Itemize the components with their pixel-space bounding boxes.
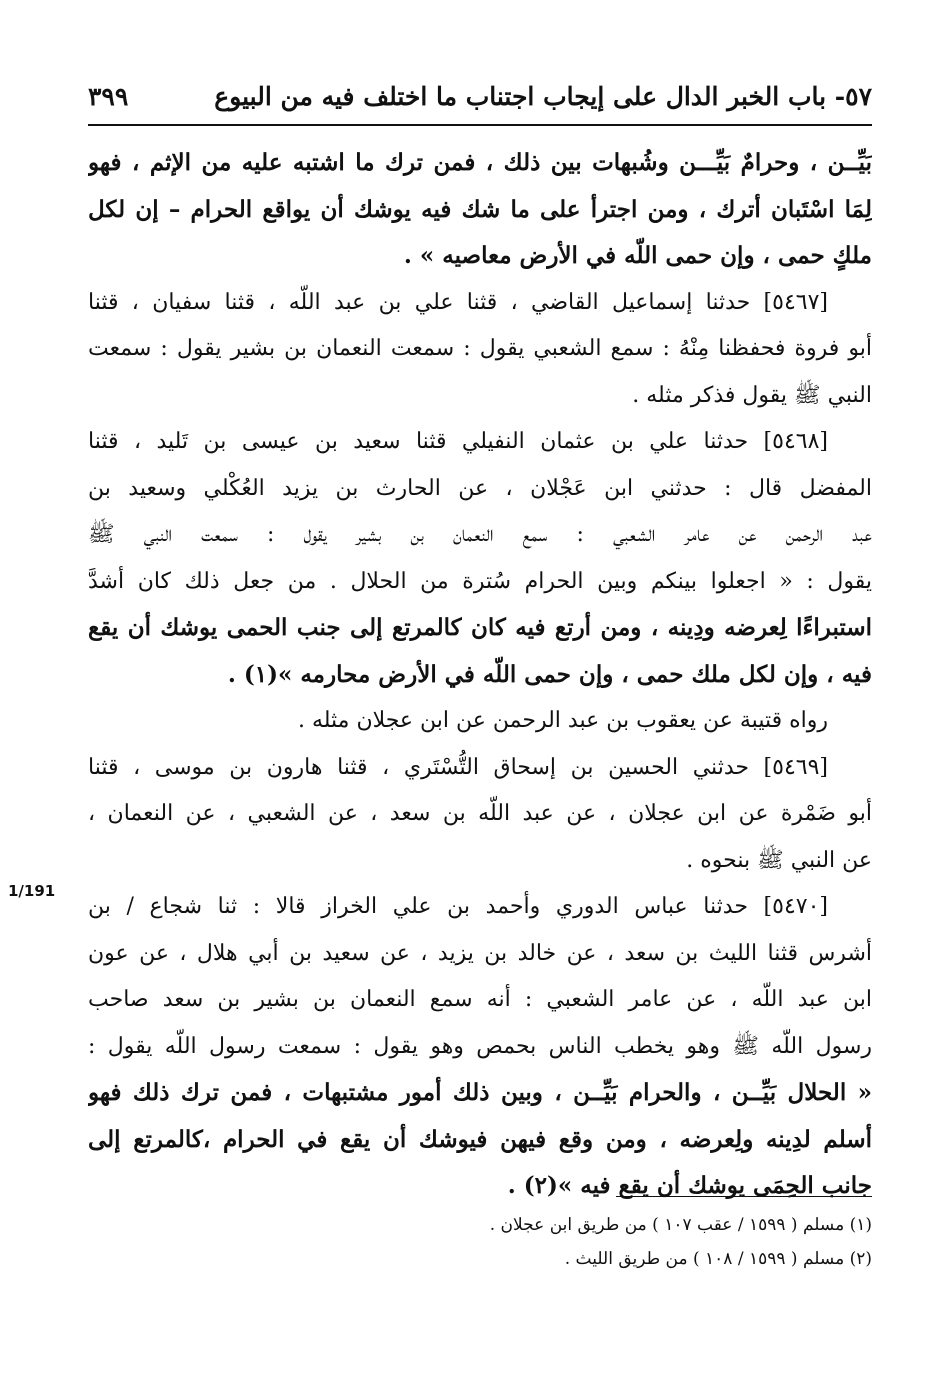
text-line: [٥٤٦٧] حدثنا إسماعيل القاضي ، قثنا علي بن عبد اللّه ، قثنا سفيان ، قثنا xyxy=(88,289,828,315)
text-line: النبي ﷺ يقول فذكر مثله . xyxy=(632,382,872,408)
text-line: رسول اللّه ﷺ وهو يخطب الناس بحمص وهو يقول : سمعت رسول اللّه يقول : xyxy=(88,1033,872,1059)
text-line: لِمَا اسْتَبان أترك ، ومن اجترأ على ما شك فيه يوشك أن يواقع الحرام – إن لكل xyxy=(88,195,872,223)
margin-note: 1/191 xyxy=(8,882,56,900)
text-line: « الحلال بَيِّــن ، والحرام بَيِّــن ، وبين ذلك أمور مشتبهات ، فمن ترك ذلك فهو xyxy=(88,1079,872,1106)
text-line: عبد الرحمن عن عامر الشعبي : سمع النعمان بن بشير يقول : سمعت النبي ﷺ xyxy=(88,522,872,547)
text-line: ملكٍ حمى ، وإن حمى اللّه في الأرض معاصيه » . xyxy=(403,242,872,269)
text-line: المفضل قال : حدثني ابن عَجْلان ، عن الحارث بن يزيد العُكْلي وسعيد بن xyxy=(88,475,872,501)
text-line: يقول : « اجعلوا بينكم وبين الحرام سُترة من الحلال . من جعل ذلك كان أشدَّ xyxy=(88,568,872,594)
text-line: عن النبي ﷺ بنحوه . xyxy=(686,847,872,873)
text-line: أشرس قثنا الليث بن سعد ، عن خالد بن يزيد ، عن سعيد بن أبي هلال ، عن عون xyxy=(88,940,872,966)
page-number: ٣٩٩ xyxy=(88,82,129,111)
text-line: أسلم لدِينه ولِعرضه ، ومن وقع فيهن فيوشك أن يقع في الحرام ،كالمرتع إلى xyxy=(88,1125,872,1153)
text-line: بَيِّــن ، وحرامٌ بَيِّـــن وشُبهات بين ذلك ، فمن ترك ما اشتبه عليه من الإثم ، فهو xyxy=(88,149,872,176)
text-line: رواه قتيبة عن يعقوب بن عبد الرحمن عن ابن عجلان مثله . xyxy=(297,708,828,733)
chapter-title: ٥٧- باب الخبر الدال على إيجاب اجتناب ما اختلف فيه من البيوع xyxy=(214,82,872,111)
main-text xyxy=(88,140,872,1210)
footnotes xyxy=(88,1208,872,1276)
text-line: أبو فروة فحفظنا مِنْهُ : سمع الشعبي يقول : سمعت النعمان بن بشير يقول : سمعت xyxy=(88,336,872,361)
page-header xyxy=(88,78,872,124)
header-rule xyxy=(88,124,872,126)
text-line: [٥٤٦٨] حدثنا علي بن عثمان النفيلي قثنا سعيد بن عيسى بن تَليد ، قثنا xyxy=(88,429,828,454)
text-line: فيه ، وإن لكل ملك حمى ، وإن حمى اللّه في الأرض محارمه »(١) . xyxy=(227,660,872,688)
text-line: [٥٤٧٠] حدثنا عباس الدوري وأحمد بن علي الخراز قالا : ثنا شجاع / بن xyxy=(88,894,828,919)
text-line: [٥٤٦٩] حدثني الحسين بن إسحاق التُّسْتَري ، قثنا هارون بن موسى ، قثنا xyxy=(88,754,828,780)
text-line: استبراءًا لِعرضه ودِينه ، ومن أرتع فيه كان كالمرتع إلى جنب الحمى يوشك أن يقع xyxy=(88,614,872,641)
footnote-2: (٢) مسلم ( ١٥٩٩ / ١٠٨ ) من طريق الليث . xyxy=(564,1249,872,1269)
footnote-1: (١) مسلم ( ١٥٩٩ / عقب ١٠٧ ) من طريق ابن عجلان . xyxy=(489,1215,872,1235)
text-line: جانب الحِمَى يوشك أن يقع فيه »(٢) . xyxy=(507,1172,872,1199)
text-line: ابن عبد اللّه ، عن عامر الشعبي : أنه سمع النعمان بن بشير بن سعد صاحب xyxy=(88,987,872,1012)
text-line: أبو ضَمْرة عن ابن عجلان ، عن عبد اللّه بن سعد ، عن الشعبي ، عن النعمان ، xyxy=(88,801,872,826)
footnote-rule xyxy=(616,1196,872,1197)
